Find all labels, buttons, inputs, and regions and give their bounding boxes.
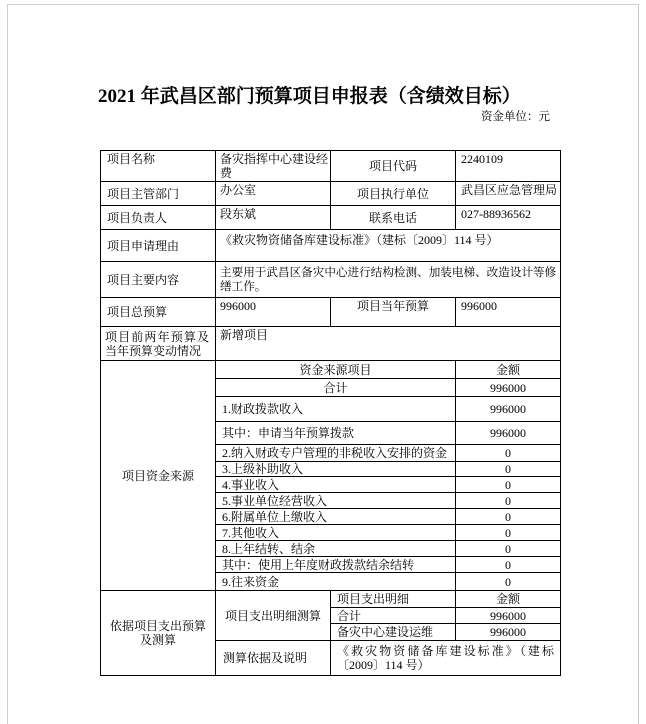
- funding-item-amount: 996000: [456, 422, 561, 445]
- funding-item-label: 其中：使用上年度财政拨款结余结转: [216, 557, 456, 573]
- funding-item-label: 1.财政拨款收入: [216, 397, 456, 422]
- project-owner-label: 项目负责人: [101, 206, 216, 230]
- managing-dept-label: 项目主管部门: [101, 182, 216, 206]
- funding-total-amount: 996000: [456, 379, 561, 397]
- project-code-value: 2240109: [456, 151, 561, 182]
- document-title: 2021 年武昌区部门预算项目申报表（含绩效目标）: [98, 86, 521, 107]
- expenditure-calculation-label: 依据项目支出预算及测算: [101, 591, 216, 676]
- funding-item-label: 3.上级补助收入: [216, 462, 456, 477]
- contact-phone-label: 联系电话: [331, 206, 456, 230]
- funding-item-amount: 0: [456, 573, 561, 591]
- contact-phone-value: 027-88936562: [456, 206, 561, 230]
- funding-item-amount: 0: [456, 493, 561, 509]
- main-content-label: 项目主要内容: [101, 262, 216, 298]
- project-name-value: 备灾指挥中心建设经费: [216, 151, 331, 182]
- row-application-reason: [101, 230, 561, 262]
- executing-unit-value: 武昌区应急管理局: [456, 182, 561, 206]
- funding-item-label: 5.事业单位经营收入: [216, 493, 456, 509]
- budget-application-table: [100, 150, 561, 676]
- expense-total-amount: 996000: [456, 608, 561, 624]
- funding-item-label: 4.事业收入: [216, 477, 456, 493]
- executing-unit-label: 项目执行单位: [331, 182, 456, 206]
- funding-source-label: 项目资金来源: [101, 361, 216, 591]
- row-project-owner: [101, 206, 561, 230]
- project-owner-value: 段东斌: [216, 206, 331, 230]
- application-reason-label: 项目申请理由: [101, 230, 216, 262]
- funding-item-label: 2.纳入财政专户管理的非税收入安排的资金: [216, 445, 456, 462]
- expense-total-label: 合计: [331, 608, 456, 624]
- funding-item-amount: 0: [456, 462, 561, 477]
- project-code-label: 项目代码: [331, 151, 456, 182]
- row-managing-dept: [101, 182, 561, 206]
- budget-change-label: 项目前两年预算及当年预算变动情况: [101, 327, 216, 361]
- total-budget-label: 项目总预算: [101, 298, 216, 327]
- currency-unit-note: 资金单位：元: [481, 111, 550, 123]
- year-budget-value: 996000: [456, 298, 561, 327]
- calc-header-row: [101, 591, 561, 608]
- project-name-label: 项目名称: [101, 151, 216, 182]
- main-content-value: 主要用于武昌区备灾中心进行结构检测、加装电梯、改造设计等修缮工作。: [216, 262, 561, 298]
- application-reason-value: 《救灾物资储备库建设标准》（建标〔2009〕114 号）: [216, 230, 561, 262]
- funding-item-amount: 0: [456, 445, 561, 462]
- row-budget-change: [101, 327, 561, 361]
- funding-item-amount: 0: [456, 477, 561, 493]
- funding-item-label: 6.附属单位上缴收入: [216, 509, 456, 525]
- expense-detail-calc-label: 项目支出明细测算: [216, 591, 331, 641]
- row-budget: [101, 298, 561, 327]
- funding-total-label: 合计: [216, 379, 456, 397]
- managing-dept-value: 办公室: [216, 182, 331, 206]
- funding-header-source: 资金来源项目: [216, 361, 456, 379]
- funding-item-label: 其中：申请当年预算拨款: [216, 422, 456, 445]
- expense-detail-header-item: 项目支出明细: [331, 591, 456, 608]
- calc-basis-label: 测算依据及说明: [216, 641, 331, 676]
- budget-table-body: [101, 151, 561, 676]
- funding-header-amount: 金额: [456, 361, 561, 379]
- year-budget-label: 项目当年预算: [331, 298, 456, 327]
- funding-item-amount: 0: [456, 525, 561, 541]
- funding-item-amount: 0: [456, 557, 561, 573]
- funding-item-amount: 0: [456, 509, 561, 525]
- calc-basis-value: 《救灾物资储备库建设标准》（建标〔2009〕114 号）: [331, 641, 561, 676]
- funding-item-amount: 996000: [456, 397, 561, 422]
- funding-item-label: 9.往来资金: [216, 573, 456, 591]
- expense-detail-header-amount: 金额: [456, 591, 561, 608]
- total-budget-value: 996000: [216, 298, 331, 327]
- funding-item-label: 8.上年结转、结余: [216, 541, 456, 557]
- row-main-content: [101, 262, 561, 298]
- funding-item-amount: 0: [456, 541, 561, 557]
- funding-header-row: [101, 361, 561, 379]
- funding-item-label: 7.其他收入: [216, 525, 456, 541]
- row-project-name: [101, 151, 561, 182]
- budget-change-value: 新增项目: [216, 327, 561, 361]
- expense-item-amount: 996000: [456, 624, 561, 641]
- expense-item-label: 备灾中心建设运维: [331, 624, 456, 641]
